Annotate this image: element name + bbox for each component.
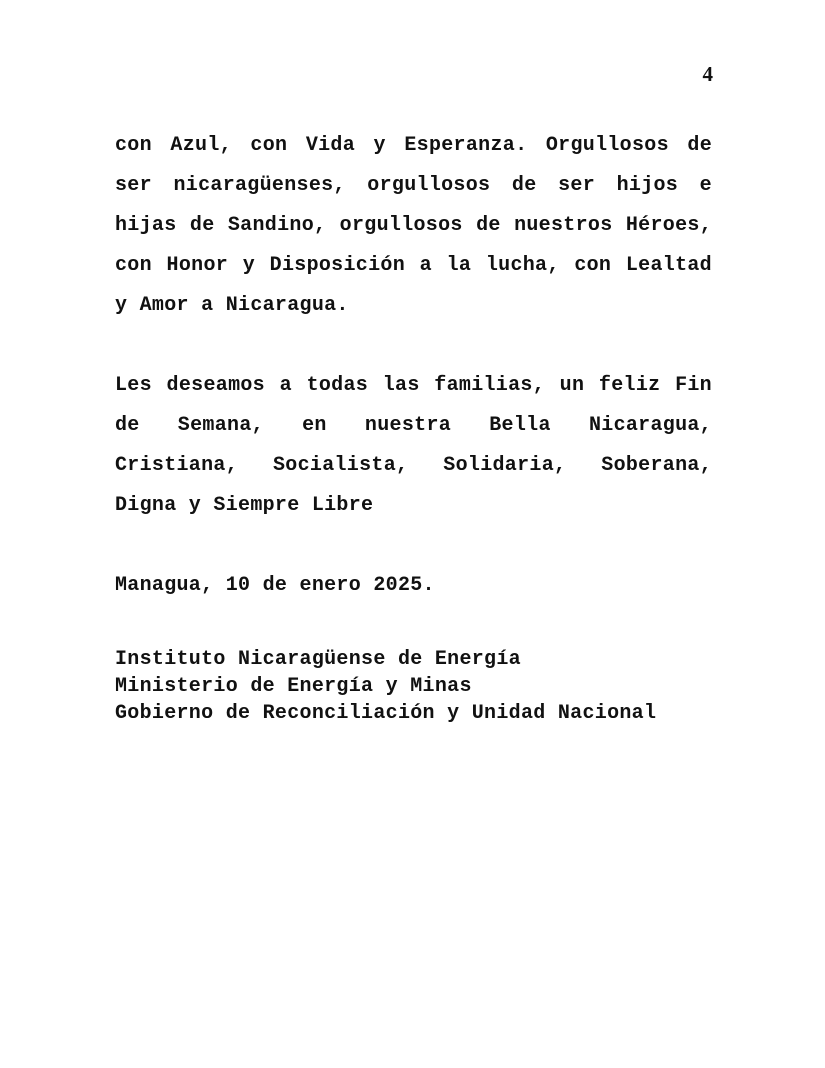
signature-block xyxy=(115,646,712,727)
document-body xyxy=(115,126,712,727)
page-number: 4 xyxy=(702,62,713,86)
paragraph-deseos: Les deseamos a todas las familias, un feliz Fin de Semana, en nuestra Bella Nicaragua, Cristiana, Socialista, Solidaria, Soberana, Digna y Siempre Libre xyxy=(115,374,712,517)
signature-line-government: Gobierno de Reconciliación y Unidad Nacional xyxy=(115,702,657,725)
signature-line-ministry: Ministerio de Energía y Minas xyxy=(115,675,472,698)
signature-line-institute: Instituto Nicaragüense de Energía xyxy=(115,648,521,671)
paragraph-dateline: Managua, 10 de enero 2025. xyxy=(115,574,435,597)
paragraph-orgullosos: con Azul, con Vida y Esperanza. Orgullosos de ser nicaragüenses, orgullosos de ser hijos e hijas de Sandino, orgullosos de nuestros Héroes, con Honor y Disposición a la lucha, con Lealtad y Amor a Nicaragua. xyxy=(115,134,712,317)
